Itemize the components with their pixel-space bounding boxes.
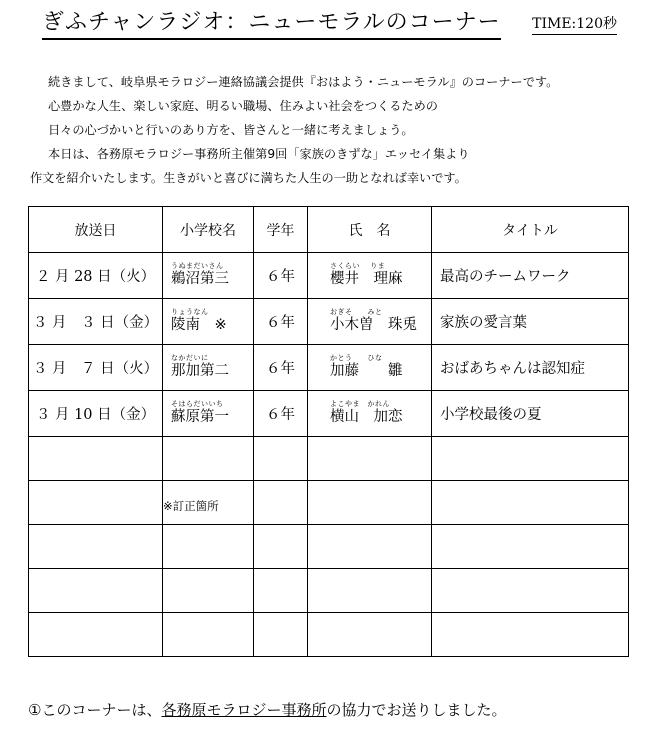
intro-line: 本日は、各務原モラロジー事務所主催第9回「家族のきずな」エッセイ集より xyxy=(48,147,470,161)
empty-row xyxy=(29,525,629,569)
empty-row xyxy=(29,569,629,613)
header-grade: 学年 xyxy=(254,207,308,253)
empty-row xyxy=(29,437,629,481)
cell-date: ３ 月 ７ 日（火） xyxy=(29,345,163,391)
cell-name xyxy=(308,345,432,391)
empty-cell xyxy=(432,569,629,613)
empty-cell xyxy=(254,481,308,525)
table-row xyxy=(29,345,629,391)
name-ruby: おぎそ みと xyxy=(330,307,383,316)
header-title: タイトル xyxy=(432,207,629,253)
school-ruby: りょうなん xyxy=(171,307,209,316)
cell-school xyxy=(163,345,254,391)
correction-note-cell xyxy=(163,481,254,525)
intro-text xyxy=(30,70,630,190)
footer-prefix: ①このコーナーは、 xyxy=(28,701,162,719)
cell-title: 家族の愛言葉 xyxy=(432,299,629,345)
empty-cell xyxy=(432,481,629,525)
cell-grade: ６年 xyxy=(254,345,308,391)
table-header-row xyxy=(29,207,629,253)
empty-cell xyxy=(254,437,308,481)
header xyxy=(42,8,617,42)
name-ruby: かとう ひな xyxy=(330,353,383,362)
cell-title: 最高のチームワーク xyxy=(432,253,629,299)
student-name: 櫻井 理麻 xyxy=(330,270,403,287)
empty-cell xyxy=(163,569,254,613)
cell-grade: ６年 xyxy=(254,253,308,299)
name-ruby: さくらい りま xyxy=(330,261,386,270)
cell-title: 小学校最後の夏 xyxy=(432,391,629,437)
empty-cell xyxy=(432,437,629,481)
school-name: 陵南 ※ xyxy=(171,316,227,333)
name-ruby: よこやま かれん xyxy=(330,399,390,408)
broadcast-table xyxy=(28,206,629,657)
school-ruby: うぬまだいさん xyxy=(171,261,224,270)
empty-cell xyxy=(29,525,163,569)
empty-cell xyxy=(163,525,254,569)
empty-cell xyxy=(29,437,163,481)
empty-cell xyxy=(308,525,432,569)
empty-cell xyxy=(308,481,432,525)
cell-date: ２ 月 28 日（火） xyxy=(29,253,163,299)
empty-cell xyxy=(254,569,308,613)
cell-date: ３ 月 ３ 日（金） xyxy=(29,299,163,345)
intro-line: 続きまして、岐阜県モラロジー連絡協議会提供『おはよう・ニューモラル』のコーナーです。 xyxy=(48,75,559,89)
header-date: 放送日 xyxy=(29,207,163,253)
school-ruby: なかだいに xyxy=(171,353,209,362)
cell-school xyxy=(163,299,254,345)
student-name: 横山 加恋 xyxy=(330,408,403,425)
school-name: 那加第二 xyxy=(171,362,229,379)
empty-cell xyxy=(254,613,308,657)
header-school: 小学校名 xyxy=(163,207,254,253)
student-name: 小木曽 珠兎 xyxy=(330,316,417,333)
footer-suffix: の協力でお送りしました。 xyxy=(326,701,507,719)
cell-grade: ６年 xyxy=(254,299,308,345)
intro-line: 日々の心づかいと行いのあり方を、皆さんと一緒に考えましょう。 xyxy=(48,123,414,137)
cell-grade: ６年 xyxy=(254,391,308,437)
empty-cell xyxy=(29,481,163,525)
empty-cell xyxy=(254,525,308,569)
table-row xyxy=(29,391,629,437)
empty-row xyxy=(29,613,629,657)
time-label: TIME:120秒 xyxy=(532,14,617,35)
empty-cell xyxy=(29,569,163,613)
empty-cell xyxy=(163,437,254,481)
header-name: 氏 名 xyxy=(308,207,432,253)
empty-cell xyxy=(163,613,254,657)
table-row xyxy=(29,253,629,299)
cell-name xyxy=(308,299,432,345)
table-row xyxy=(29,299,629,345)
empty-cell xyxy=(29,613,163,657)
cell-school xyxy=(163,391,254,437)
school-name: 蘇原第一 xyxy=(171,408,229,425)
empty-cell xyxy=(308,569,432,613)
cell-date: ３ 月 10 日（金） xyxy=(29,391,163,437)
cell-name xyxy=(308,391,432,437)
footer-credit xyxy=(28,699,506,721)
school-name: 鵜沼第三 xyxy=(171,270,229,287)
cell-school xyxy=(163,253,254,299)
footer-office: 各務原モラロジー事務所 xyxy=(161,701,327,719)
note-row xyxy=(29,481,629,525)
cell-title: おばあちゃんは認知症 xyxy=(432,345,629,391)
empty-cell xyxy=(432,525,629,569)
intro-line: 心豊かな人生、楽しい家庭、明るい職場、住みよい社会をつくるための xyxy=(48,99,438,113)
school-ruby: そはらだいいち xyxy=(171,399,224,408)
cell-name xyxy=(308,253,432,299)
correction-note: ※訂正箇所 xyxy=(163,498,219,513)
empty-cell xyxy=(308,613,432,657)
page-title: ぎふチャンラジオ：ニューモラルのコーナー xyxy=(42,8,501,40)
empty-cell xyxy=(308,437,432,481)
intro-line: 作文を紹介いたします。生きがいと喜びに満ちた人生の一助となれば幸いです。 xyxy=(30,171,467,185)
student-name: 加藤 雛 xyxy=(330,362,403,379)
empty-cell xyxy=(432,613,629,657)
